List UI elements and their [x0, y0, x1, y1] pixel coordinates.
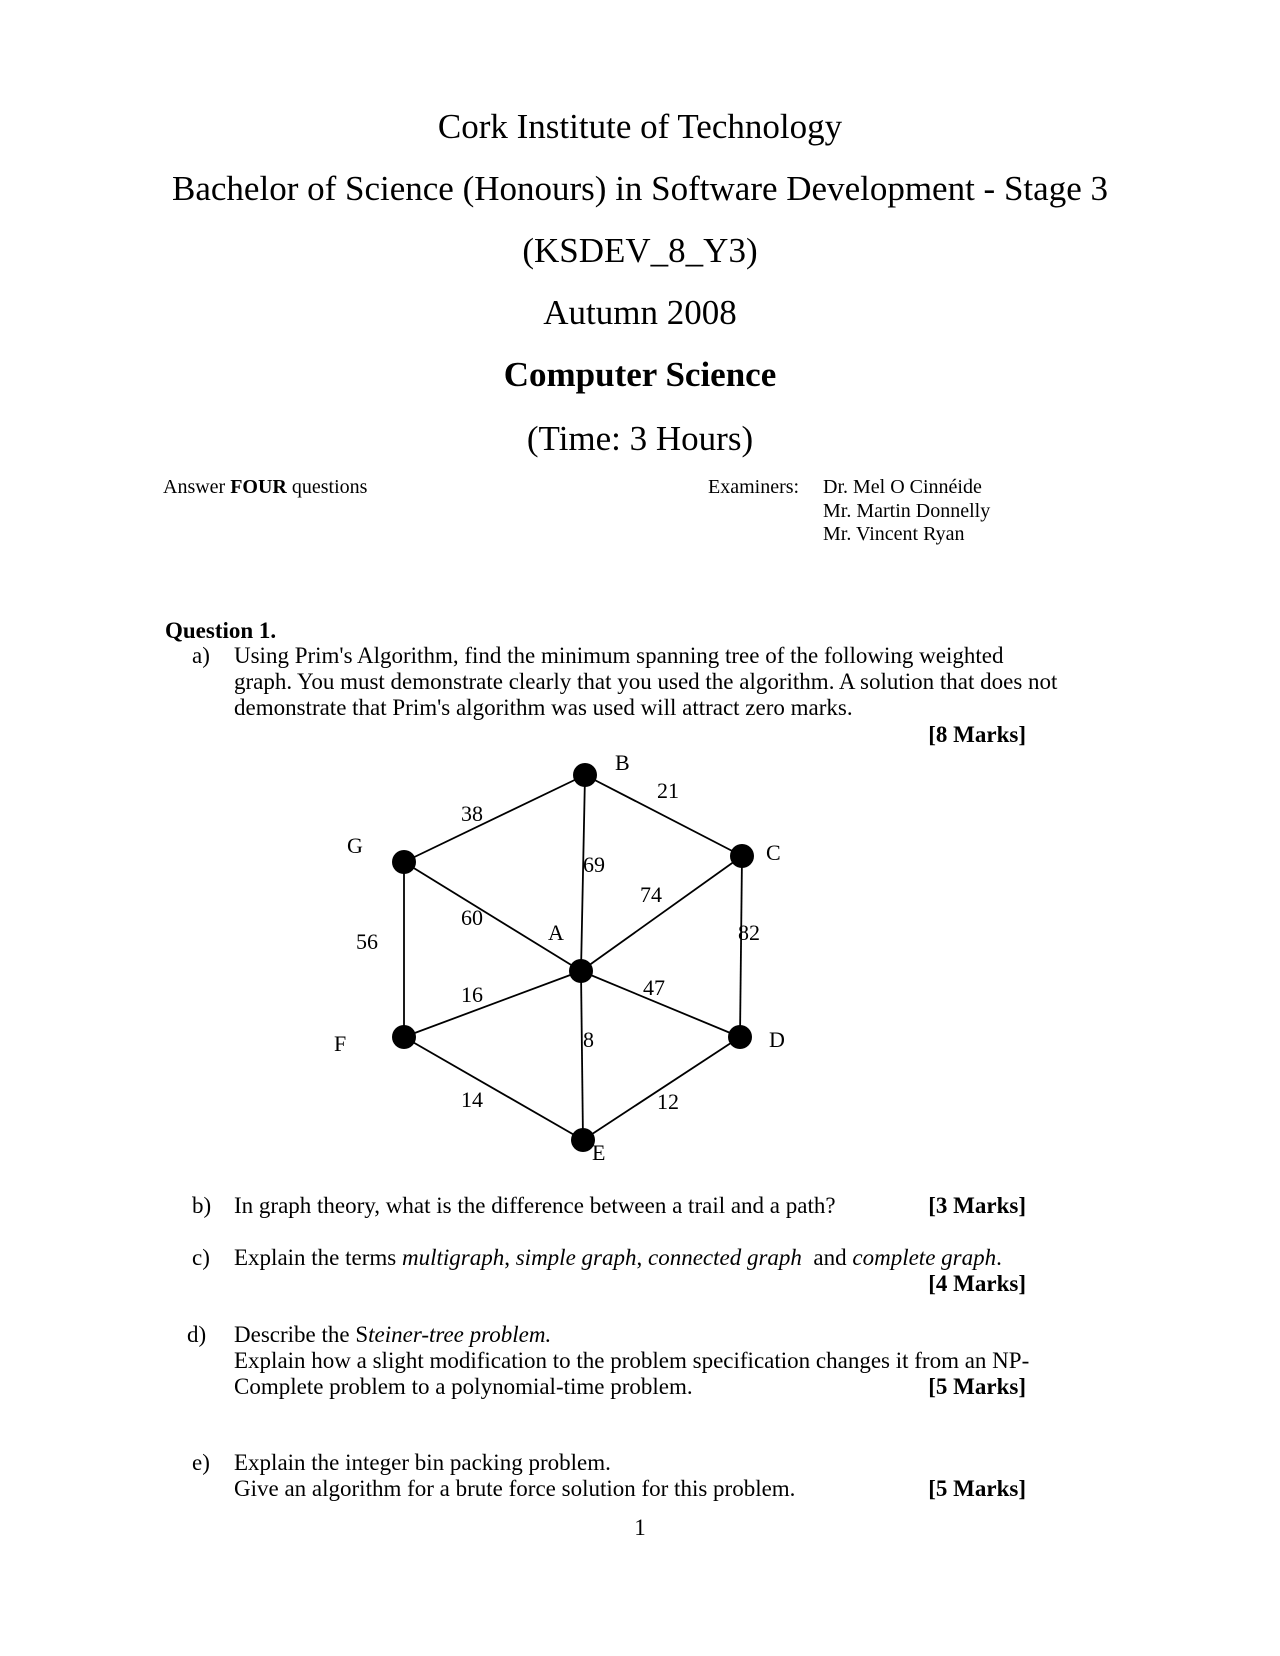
weight-f-e: 14	[461, 1087, 483, 1112]
edge-f-e	[404, 1037, 583, 1140]
edge-g-a	[404, 862, 581, 971]
node-b	[573, 763, 597, 787]
examiner-3: Mr. Vincent Ryan	[823, 523, 965, 545]
node-d	[728, 1025, 752, 1049]
examiner-1: Dr. Mel O Cinnéide	[823, 476, 982, 498]
node-label-f: F	[334, 1031, 347, 1056]
answer-count: FOUR	[230, 476, 287, 498]
node-label-c: C	[766, 840, 781, 865]
weight-a-e: 8	[583, 1027, 594, 1052]
q1c-text-1: Explain the terms	[234, 1245, 402, 1270]
q1d-line-3: Complete problem to a polynomial-time problem.	[234, 1374, 693, 1399]
node-label-a: A	[548, 920, 564, 945]
weight-e-d: 12	[657, 1089, 679, 1114]
edge-c-a	[581, 856, 742, 971]
q1d-marks: [5 Marks]	[928, 1374, 1026, 1399]
q1c-text	[234, 1245, 1002, 1271]
node-c	[730, 844, 754, 868]
q1b-letter: b)	[192, 1193, 212, 1218]
q1a-letter: a)	[192, 643, 210, 668]
weight-a-d: 47	[643, 975, 665, 1000]
q1d-letter: d)	[187, 1322, 207, 1347]
edge-c-d	[740, 856, 742, 1037]
q1c-letter: c)	[192, 1245, 210, 1270]
weight-f-a: 16	[461, 982, 483, 1007]
weight-g-a: 60	[461, 905, 483, 930]
term-multigraph: multigraph	[402, 1245, 505, 1270]
q1a-line-3: demonstrate that Prim's algorithm was used will attract zero marks.	[234, 695, 853, 720]
q1c-text-5: .	[996, 1245, 1002, 1270]
term-complete-graph: complete graph	[852, 1245, 997, 1270]
subject-title: Computer Science	[503, 355, 777, 394]
q1c-text-4: and	[801, 1245, 853, 1270]
q1d-line-1	[234, 1322, 551, 1348]
q1c-text-3: ,	[636, 1245, 648, 1270]
node-label-b: B	[615, 750, 630, 775]
node-g	[392, 850, 416, 874]
node-a	[569, 959, 593, 983]
term-simple-graph: simple graph	[515, 1245, 637, 1270]
q1a-line-2: graph. You must demonstrate clearly that you used the algorithm. A solution that does not	[234, 669, 1058, 694]
q1e-line-1: Explain the integer bin packing problem.	[234, 1450, 611, 1475]
exam-session: Autumn 2008	[543, 293, 737, 332]
graph-edges	[404, 775, 742, 1140]
weight-b-a: 69	[583, 852, 605, 877]
examiner-2: Mr. Martin Donnelly	[823, 500, 991, 522]
edge-a-e	[581, 971, 583, 1140]
answer-prefix: Answer	[163, 476, 231, 498]
node-label-d: D	[769, 1027, 785, 1052]
programme-code: (KSDEV_8_Y3)	[522, 231, 758, 270]
answer-suffix: questions	[286, 476, 368, 498]
weight-g-b: 38	[461, 801, 483, 826]
node-label-e: E	[592, 1140, 606, 1165]
q1d-text-1: Describe the S	[234, 1322, 369, 1347]
exam-time: (Time: 3 Hours)	[526, 419, 754, 458]
term-connected-graph: connected graph	[647, 1245, 802, 1270]
node-f	[392, 1025, 416, 1049]
term-steiner-tree: teiner-tree problem.	[368, 1322, 552, 1347]
weight-g-f: 56	[356, 929, 378, 954]
question-1-title: Question 1.	[165, 618, 277, 643]
q1c-marks: [4 Marks]	[928, 1271, 1026, 1296]
programme-title: Bachelor of Science (Honours) in Software Development - Stage 3	[172, 169, 1108, 208]
q1e-line-2: Give an algorithm for a brute force solution for this problem.	[234, 1476, 796, 1501]
q1d-line-2: Explain how a slight modification to the problem specification changes it from an NP-	[234, 1348, 1030, 1373]
q1e-marks: [5 Marks]	[928, 1476, 1026, 1501]
q1c-text-2: ,	[504, 1245, 516, 1270]
weight-c-d: 82	[738, 920, 760, 945]
graph-nodes	[392, 763, 754, 1152]
weight-c-a: 74	[640, 882, 662, 907]
edge-f-a	[404, 971, 581, 1037]
node-label-g: G	[347, 833, 363, 858]
q1e-letter: e)	[192, 1450, 210, 1475]
edge-g-b	[404, 775, 585, 862]
institute-title: Cork Institute of Technology	[437, 107, 843, 146]
q1a-line-1: Using Prim's Algorithm, find the minimum spanning tree of the following weighted	[234, 643, 1004, 668]
page-number: 1	[634, 1515, 646, 1540]
q1b-text: In graph theory, what is the difference between a trail and a path?	[234, 1193, 836, 1218]
weight-b-c: 21	[657, 778, 679, 803]
examiners-label: Examiners:	[708, 476, 800, 498]
q1a-marks: [8 Marks]	[928, 722, 1026, 747]
q1b-marks: [3 Marks]	[928, 1193, 1026, 1218]
